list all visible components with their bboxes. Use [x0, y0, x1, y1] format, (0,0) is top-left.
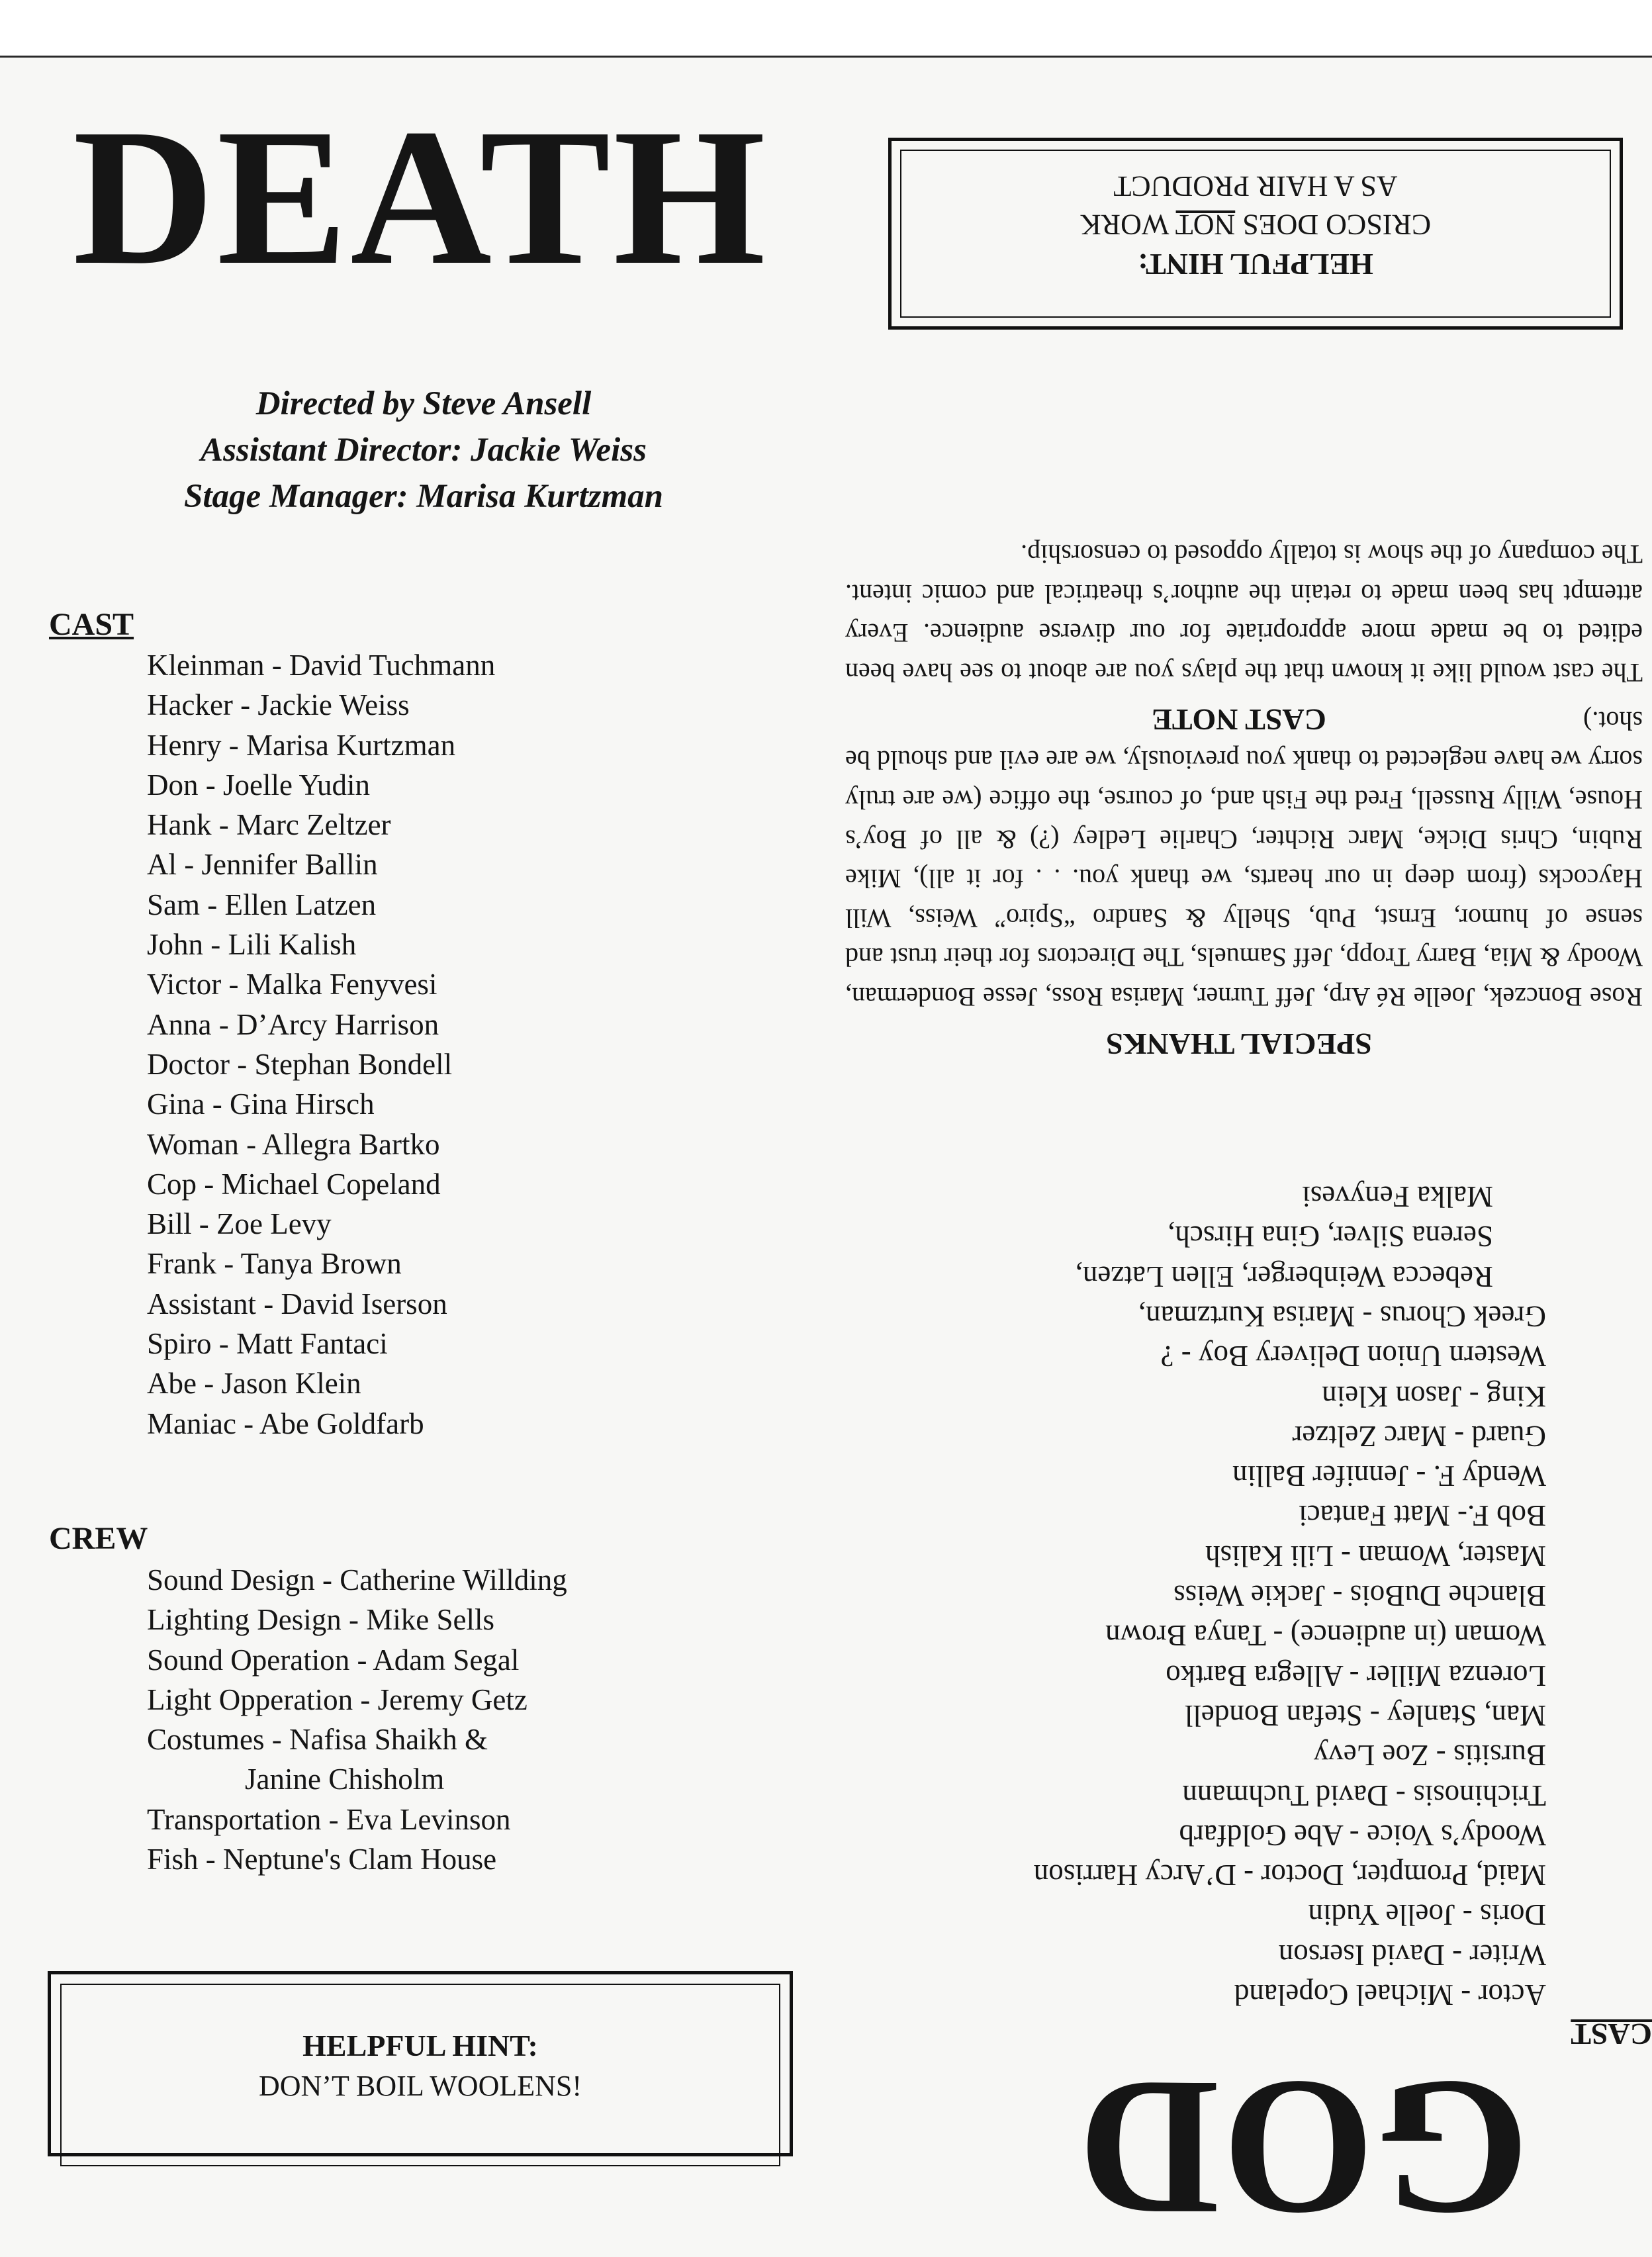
cast-entry: Malka Fenyvesi — [1302, 1180, 1493, 1214]
cast-entry: Hank - Marc Zeltzer — [147, 808, 391, 842]
death-credits — [126, 381, 721, 520]
special-thanks-text: Rose Bonczek, Joelle Ré Arp, Jeff Turner, Marisa Ross, Jesse Bonderman, Woody & Mia, Barry Tropp, Jeff Samuels, The Directors for their trust and sense of humor, Ernst, Pub, Shelly & Sandro “Spiro” Weiss, Will Haycocks (from deep in our hearts, we thank you. . . for it all), Mike Rubin, Chris Dicke, Marc Richter, Charlie Ledley (?) & all of Boy’s House, Willy Russell, Fred the Fish and, of course, the office (we are truly sorry we have neglected to thank you previously, we are evil and should be shot.) — [845, 706, 1643, 1012]
cast-entry: Don - Joelle Yudin — [147, 768, 371, 802]
cast-entry: Abe - Jason Klein — [147, 1367, 361, 1401]
cast-note-heading: CAST NOTE — [1152, 703, 1326, 737]
crew-entry: Transportation - Eva Levinson — [147, 1802, 511, 1836]
cast-entry: Cop - Michael Copeland — [147, 1167, 441, 1201]
cast-entry: Greek Chorus - Marisa Kurtzman, — [1138, 1299, 1546, 1333]
cast-entry: Man, Stanley - Stefan Bondell — [1184, 1698, 1546, 1732]
cast-entry: John - Lili Kalish — [147, 928, 357, 962]
helpful-hint-title: HELPFUL HINT: — [1138, 248, 1373, 281]
crew-entry: Sound Operation - Adam Segal — [147, 1643, 520, 1677]
crew-entry: Fish - Neptune's Clam House — [147, 1843, 497, 1876]
death-crew-heading: CREW — [49, 1521, 148, 1556]
cast-entry: Maniac - Abe Goldfarb — [147, 1406, 424, 1440]
cast-entry: Bob F.- Matt Fantaci — [1299, 1499, 1546, 1533]
assistant-director-credit: Assistant Director: Jackie Weiss — [201, 432, 647, 469]
cast-entry: Assistant - David Iserson — [147, 1287, 447, 1320]
cast-entry: Writer - David Iserson — [1278, 1938, 1546, 1972]
cast-entry: Trichinosis - David Tuchmann — [1182, 1778, 1546, 1812]
god-cast-heading: CAST — [1571, 2017, 1652, 2051]
helpful-hint-line-1: CRISCO DOES NOT WORK — [1079, 208, 1432, 241]
crew-entry: Sound Design - Catherine Willding — [147, 1563, 567, 1596]
cast-entry: Spiro - Matt Fantaci — [147, 1327, 388, 1361]
cast-entry: Bursitis - Zoe Levy — [1313, 1739, 1546, 1773]
cast-entry: Lorenza Miller - Allegra Bartko — [1166, 1659, 1546, 1692]
cast-entry: Gina - Gina Hirsch — [147, 1087, 375, 1121]
crew-entry: Janine Chisholm — [245, 1763, 445, 1796]
cast-entry: Rebecca Weinberger, Ellen Latzen, — [1075, 1260, 1493, 1293]
helpful-hint-text — [888, 167, 1623, 244]
god-title: GOD — [1075, 2040, 1530, 2257]
cast-entry: Hacker - Jackie Weiss — [147, 688, 410, 722]
crew-entry: Light Opperation - Jeremy Getz — [147, 1682, 528, 1716]
emphasis-not: NOT — [1175, 208, 1236, 241]
cast-entry: Woman (in audience) - Tanya Brown — [1105, 1619, 1546, 1653]
god-program-page — [826, 56, 1652, 2257]
cast-entry: Sam - Ellen Latzen — [147, 888, 377, 921]
cast-entry: Wendy F. - Jennifer Ballin — [1232, 1459, 1546, 1493]
cast-entry: Anna - D’Arcy Harrison — [147, 1007, 439, 1041]
cast-entry: Frank - Tanya Brown — [147, 1247, 402, 1281]
helpful-hint-text: DON’T BOIL WOOLENS! — [258, 2070, 582, 2102]
helpful-hint-line-2: AS A HAIR PRODUCT — [1113, 170, 1398, 203]
cast-entry: Al - Jennifer Ballin — [147, 848, 378, 882]
cast-entry: Doctor - Stephan Bondell — [147, 1047, 453, 1081]
god-cast-list — [1034, 1177, 1546, 2015]
cast-entry: Woman - Allegra Bartko — [147, 1127, 440, 1161]
cast-entry: Bill - Zoe Levy — [147, 1207, 332, 1241]
special-thanks-heading: SPECIAL THANKS — [1106, 1027, 1372, 1061]
cast-entry: Woody’s Voice - Abe Goldfarb — [1179, 1818, 1546, 1852]
cast-entry: Doris - Joelle Yudin — [1308, 1898, 1546, 1932]
death-cast-list — [147, 645, 495, 1444]
director-credit: Directed by Steve Ansell — [255, 385, 592, 422]
cast-entry: King - Jason Klein — [1322, 1379, 1546, 1413]
cast-entry: Henry - Marisa Kurtzman — [147, 728, 456, 762]
cast-entry: Actor - Michael Copeland — [1234, 1978, 1546, 2011]
cast-entry: Blanche DuBois - Jackie Weiss — [1173, 1579, 1546, 1613]
cast-entry: Serena Silver, Gina Hirsch, — [1168, 1220, 1493, 1254]
cast-entry: Victor - Malka Fenyvesi — [147, 968, 437, 1001]
cast-entry: Kleinman - David Tuchmann — [147, 649, 496, 682]
cast-entry: Maid, Prompter, Doctor - D’Arcy Harrison — [1033, 1859, 1546, 1892]
helpful-hint-box — [48, 1971, 793, 2156]
crew-entry: Costumes - Nafisa Shaikh & — [147, 1723, 488, 1757]
death-cast-heading: CAST — [49, 607, 134, 642]
cast-note-text: The cast would like it known that the plays you are about to see have been edited to be made more appropriate for our diverse audience. Every attempt has been made to retain the author’s theatrical and comic intent. The company of the show is totally opposed to censorship. — [845, 539, 1643, 688]
helpful-hint-title: HELPFUL HINT: — [302, 2029, 538, 2062]
crew-entry: Lighting Design - Mike Sells — [147, 1603, 494, 1637]
cast-entry: Western Union Delivery Boy - ? — [1160, 1340, 1546, 1373]
cast-entry: Master, Woman - Lili Kalish — [1205, 1539, 1546, 1573]
cast-entry: Guard - Marc Zeltzer — [1292, 1419, 1546, 1453]
death-crew-list — [147, 1560, 567, 1879]
scan-top-margin — [0, 0, 1652, 58]
death-title: DEATH — [73, 89, 768, 306]
stage-manager-credit: Stage Manager: Marisa Kurtzman — [183, 478, 664, 515]
